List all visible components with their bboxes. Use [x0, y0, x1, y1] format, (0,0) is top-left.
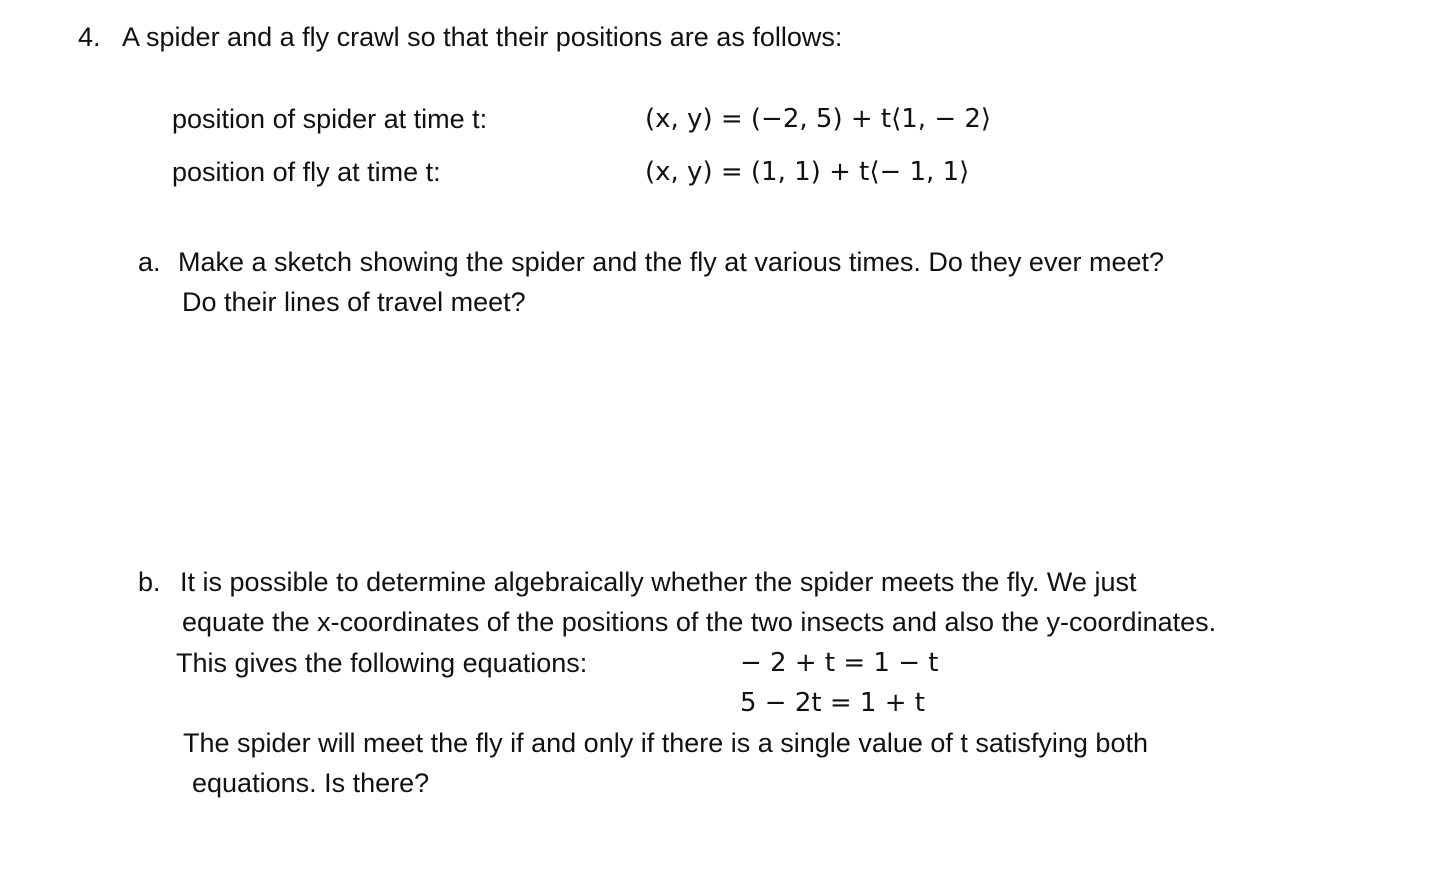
- fly-position-equation: (x, y) = (1, 1) + t⟨− 1, 1⟩: [645, 157, 970, 187]
- equation-1: − 2 + t = 1 − t: [740, 648, 939, 678]
- spider-position-equation: (x, y) = (−2, 5) + t⟨1, − 2⟩: [645, 104, 992, 134]
- part-a-line-1: Make a sketch showing the spider and the fly at various times. Do they ever meet?: [178, 247, 1164, 277]
- part-b-letter: b.: [138, 567, 161, 597]
- spider-position-label: position of spider at time t:: [172, 104, 488, 134]
- part-b-line-3: This gives the following equations:: [176, 648, 588, 678]
- part-b-line-2: equate the x-coordinates of the positions of the two insects and also the y-coordinates.: [182, 607, 1217, 637]
- part-b-line-5: equations. Is there?: [192, 768, 430, 798]
- part-a-line-2: Do their lines of travel meet?: [182, 287, 526, 317]
- problem-intro: A spider and a fly crawl so that their positions are as follows:: [122, 22, 843, 52]
- part-a-letter: a.: [138, 247, 161, 277]
- part-b-line-1: It is possible to determine algebraically whether the spider meets the fly. We just: [180, 567, 1137, 597]
- fly-position-label: position of fly at time t:: [172, 157, 441, 187]
- problem-number: 4.: [78, 22, 101, 52]
- equation-2: 5 − 2t = 1 + t: [740, 688, 925, 718]
- part-b-line-4: The spider will meet the fly if and only if there is a single value of t satisfying both: [183, 728, 1148, 758]
